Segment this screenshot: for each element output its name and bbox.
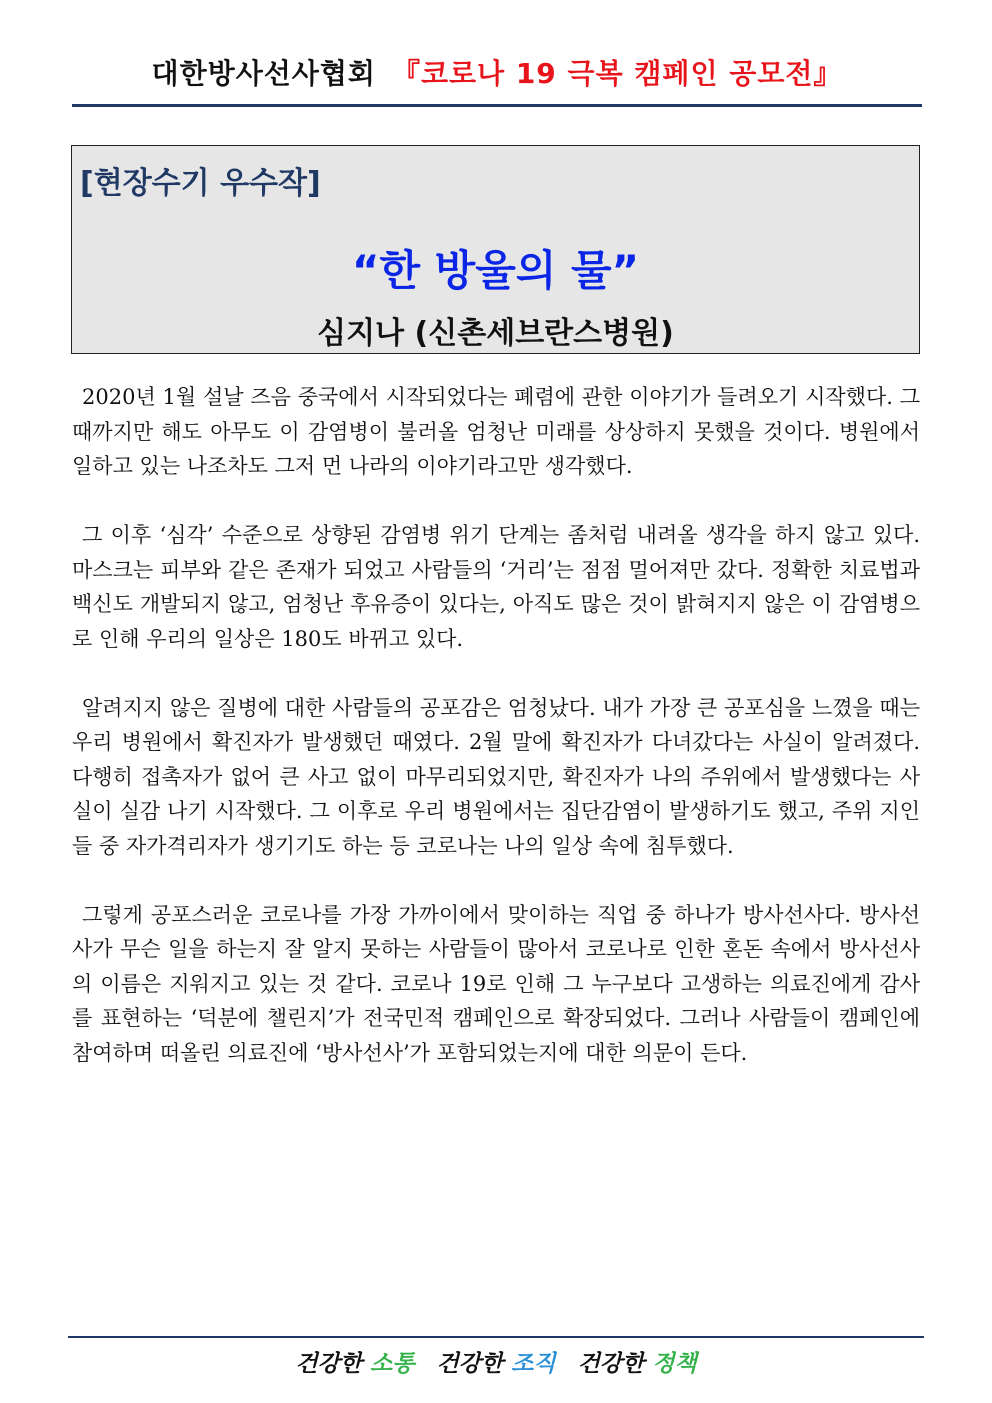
author-line: 심지나 (신촌세브란스병원) [317,316,674,351]
paragraph-4: 그렇게 공포스러운 코로나를 가장 가까이에서 맞이하는 직업 중 하나가 방사선사다. 방사선사가 무슨 일을 하는지 잘 알지 못하는 사람들이 많아서 코로나로 인한 혼돈 속에서 방사선사의 이름은 지워지고 있는 것 같다. 코로나 19로 인해 그 누구보다 고생하는 의료진에게 감사를 표현하는 ‘덕분에 챌린지’가 전국민적 캠페인으로 확장되었다. 그러나 사람들이 캠페인에 참여하며 떠올린 의료진에 ‘방사선사’가 포함되었는지에 대한 의문이 든다. [72,902,920,1065]
footer-slogan [0,1345,992,1378]
title-box [71,145,920,354]
award-category: [현장수기 우수작] [80,166,321,201]
organization-name: 대한방사선사협회 [151,57,376,90]
footer-divider [68,1336,924,1338]
paragraph-1: 2020년 1월 설날 즈음 중국에서 시작되었다는 폐렴에 관한 이야기가 들려오기 시작했다. 그때까지만 해도 아무도 이 감염병이 불러올 엄청난 미래를 상상하지 못했을 것이다. 병원에서 일하고 있는 나조차도 그저 먼 나라의 이야기라고만 생각했다. [72,385,920,478]
slogan-prefix-3: 건강한 [577,1351,645,1377]
essay-body [72,380,920,1105]
slogan-word-policy: 정책 [652,1351,697,1377]
header-divider [72,104,922,107]
paragraph-3: 알려지지 않은 질병에 대한 사람들의 공포감은 엄청났다. 내가 가장 큰 공포심을 느꼈을 때는 우리 병원에서 확진자가 발생했던 때였다. 2월 말에 확진자가 다녀갔다는 사실이 알려졌다. 다행히 접촉자가 없어 큰 사고 없이 마무리되었지만, 확진자가 나의 주위에서 발생했다는 사실이 실감 나기 시작했다. 그 이후로 우리 병원에서는 집단감염이 발생하기도 했고, 주위 지인들 중 자가격리자가 생기기도 하는 등 코로나는 나의 일상 속에 침투했다. [72,695,920,858]
slogan-word-organization: 조직 [511,1351,556,1377]
campaign-title: 『코로나 19 극복 캠페인 공모전』 [391,57,843,90]
slogan-word-communication: 소통 [369,1351,415,1377]
page-header [72,52,922,102]
slogan-prefix-2: 건강한 [436,1351,504,1377]
paragraph-2: 그 이후 ‘심각’ 수준으로 상향된 감염병 위기 단계는 좀처럼 내려올 생각을 하지 않고 있다. 마스크는 피부와 같은 존재가 되었고 사람들의 ‘거리’는 점점 멀어져만 갔다. 정확한 치료법과 백신도 개발되지 않고, 엄청난 후유증이 있다는, 아직도 많은 것이 밝혀지지 않은 이 감염병으로 인해 우리의 일상은 180도 바뀌고 있다. [72,523,920,651]
essay-title: “한 방울의 물” [351,246,640,295]
slogan-prefix-1: 건강한 [295,1351,362,1377]
